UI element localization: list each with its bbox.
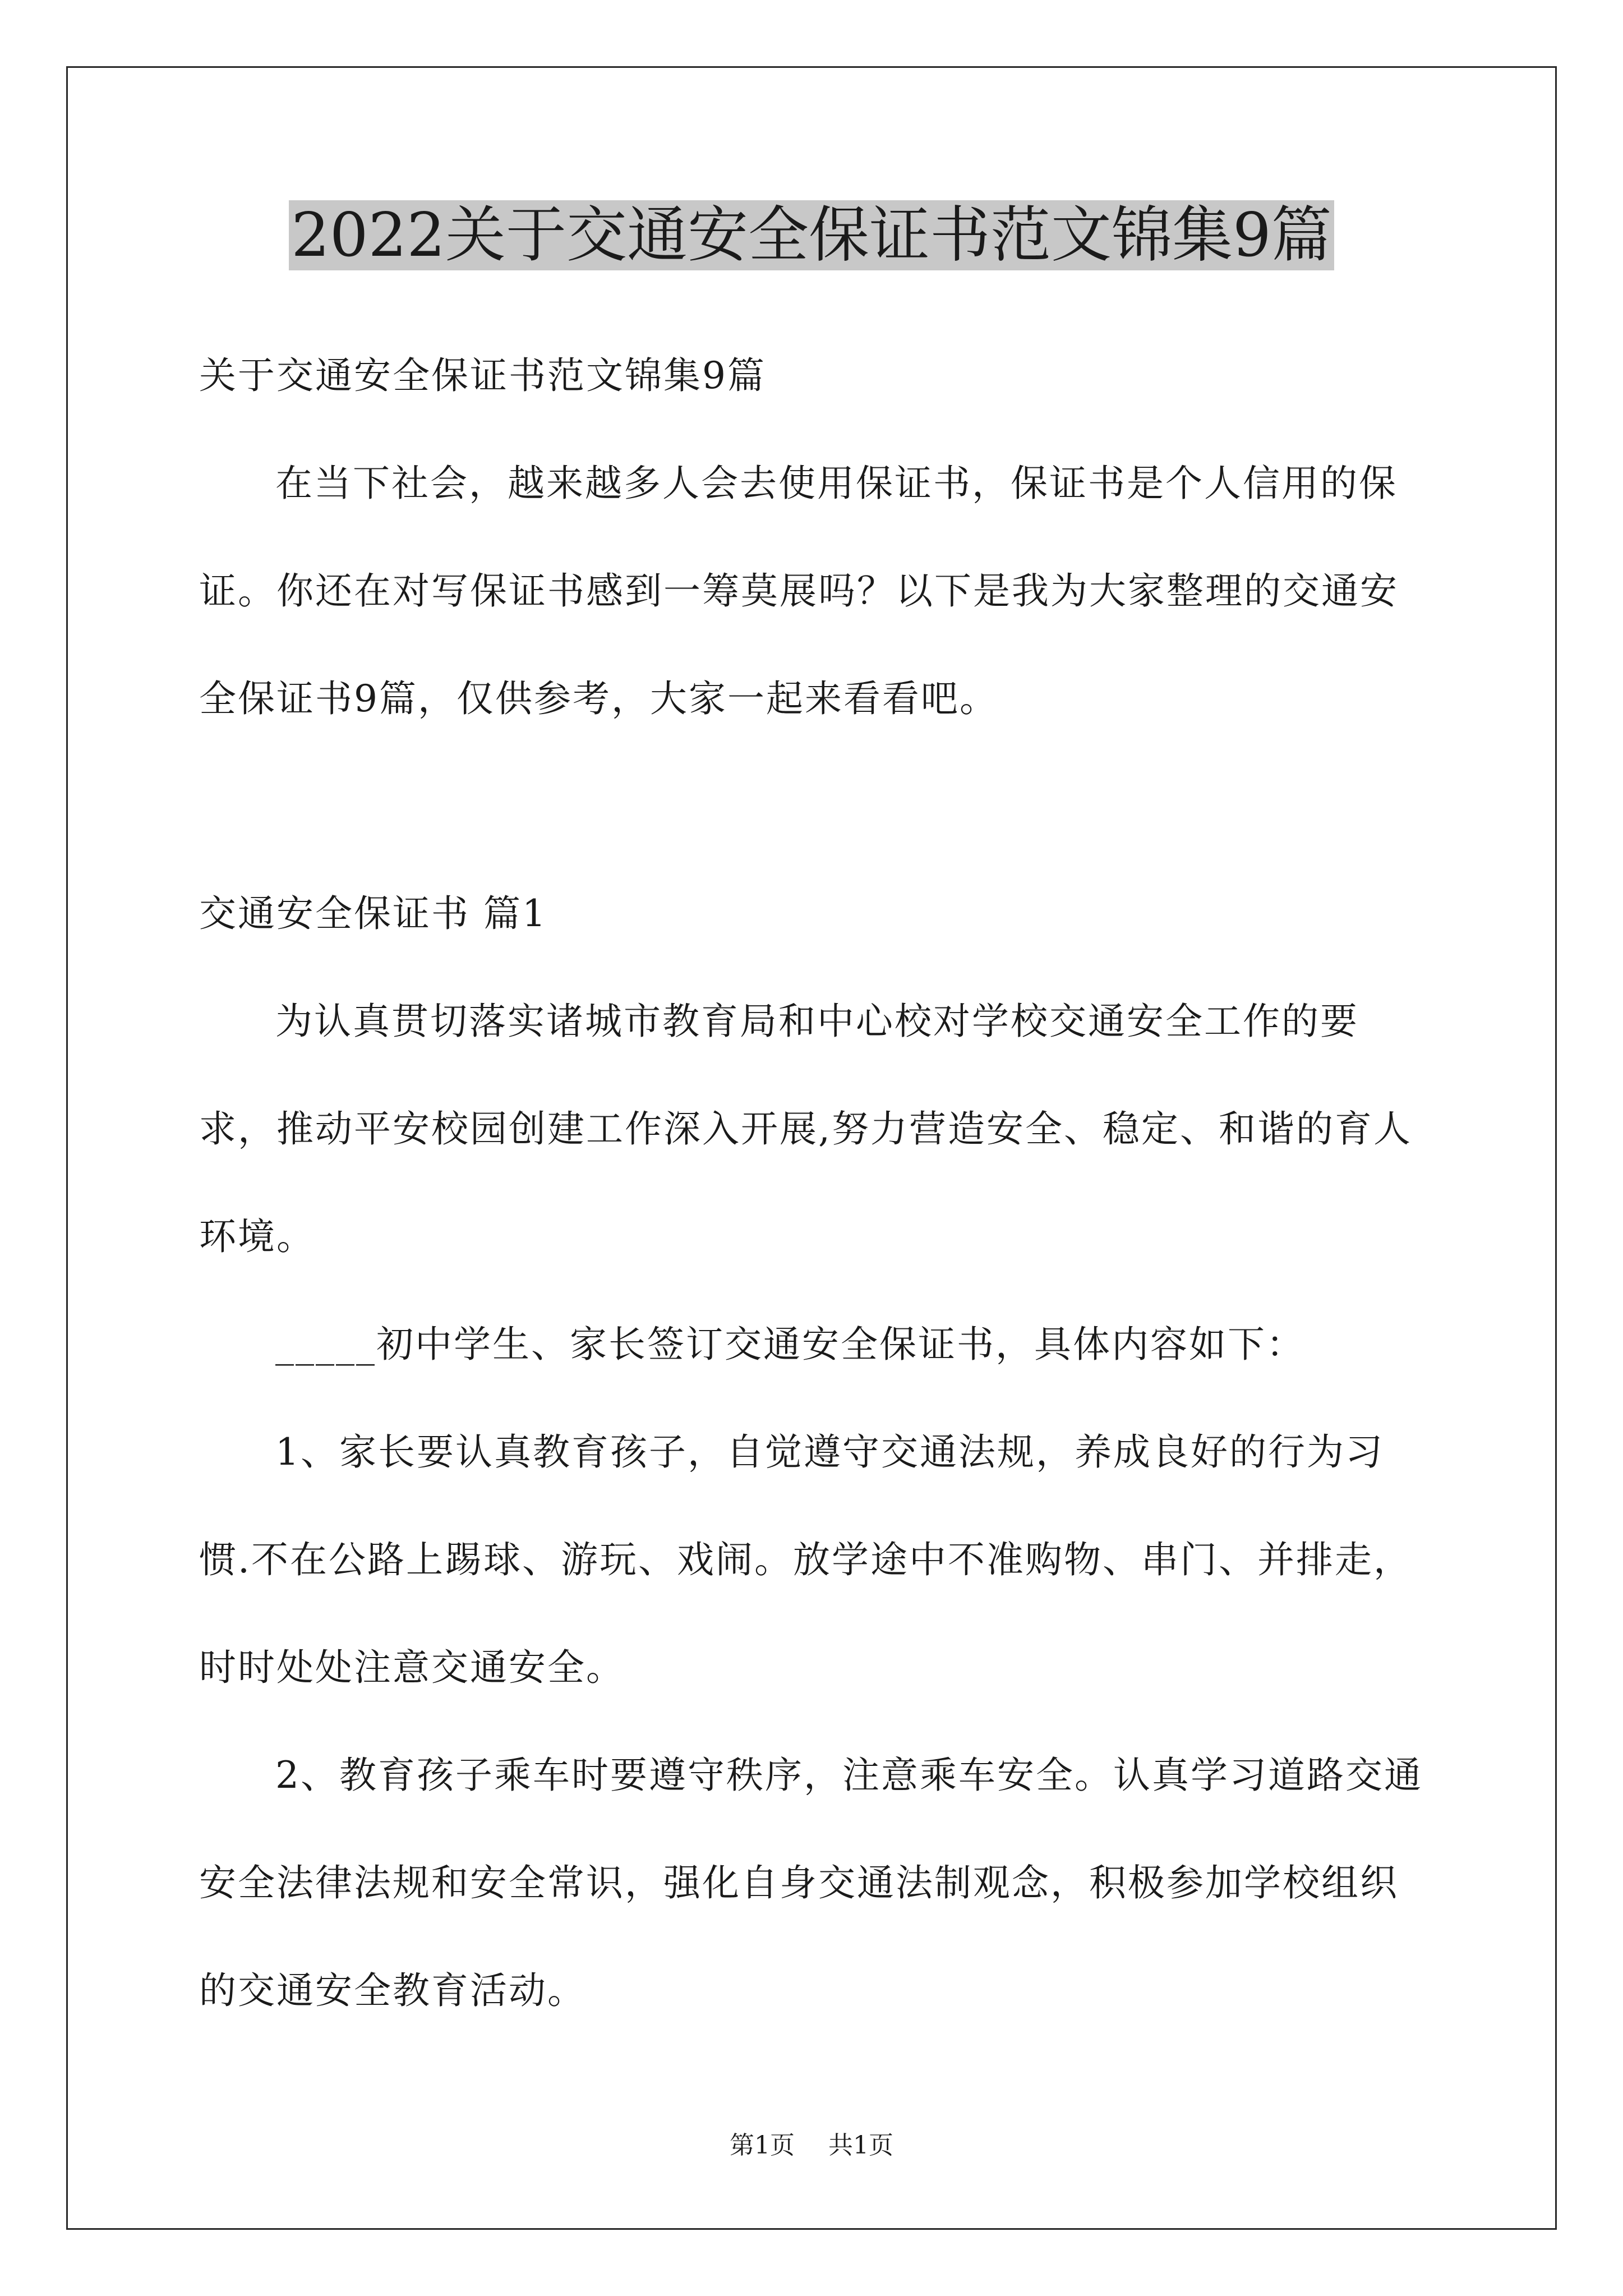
document-title bbox=[0, 194, 1623, 278]
intro-paragraph: 在当下社会，越来越多人会去使用保证书，保证书是个人信用的保证。你还在对写保证书感到一筹莫展吗？以下是我为大家整理的交通安全保证书9篇，仅供参考，大家一起来看看吧。 bbox=[199, 462, 1399, 720]
page-footer bbox=[0, 2129, 1623, 2162]
body-paragraph-4: 2、教育孩子乘车时要遵守秩序，注意乘车安全。认真学习道路交通安全法律法规和安全常识，强化自身交通法制观念，积极参加学校组织的交通安全教育活动。 bbox=[199, 1754, 1423, 2012]
page-total: 共1页 bbox=[828, 2131, 893, 2160]
page-number: 第1页 bbox=[730, 2131, 795, 2160]
body-paragraph-2: _____初中学生、家长签订交通安全保证书，具体内容如下： bbox=[275, 1323, 1305, 1366]
document-subtitle: 关于交通安全保证书范文锦集9篇 bbox=[199, 354, 766, 397]
body-paragraph-1: 为认真贯切落实诸城市教育局和中心校对学校交通安全工作的要求，推动平安校园创建工作深入开展,努力营造安全、稳定、和谐的育人环境。 bbox=[199, 1000, 1412, 1258]
body-paragraph-3: 1、家长要认真教育孩子，自觉遵守交通法规，养成良好的行为习惯.不在公路上踢球、游玩、戏闹。放学途中不准购物、串门、并排走，时时处处注意交通安全。 bbox=[199, 1430, 1412, 1689]
document-title-text: 2022关于交通安全保证书范文锦集9篇 bbox=[289, 200, 1334, 270]
section-heading: 交通安全保证书 篇1 bbox=[199, 892, 547, 935]
